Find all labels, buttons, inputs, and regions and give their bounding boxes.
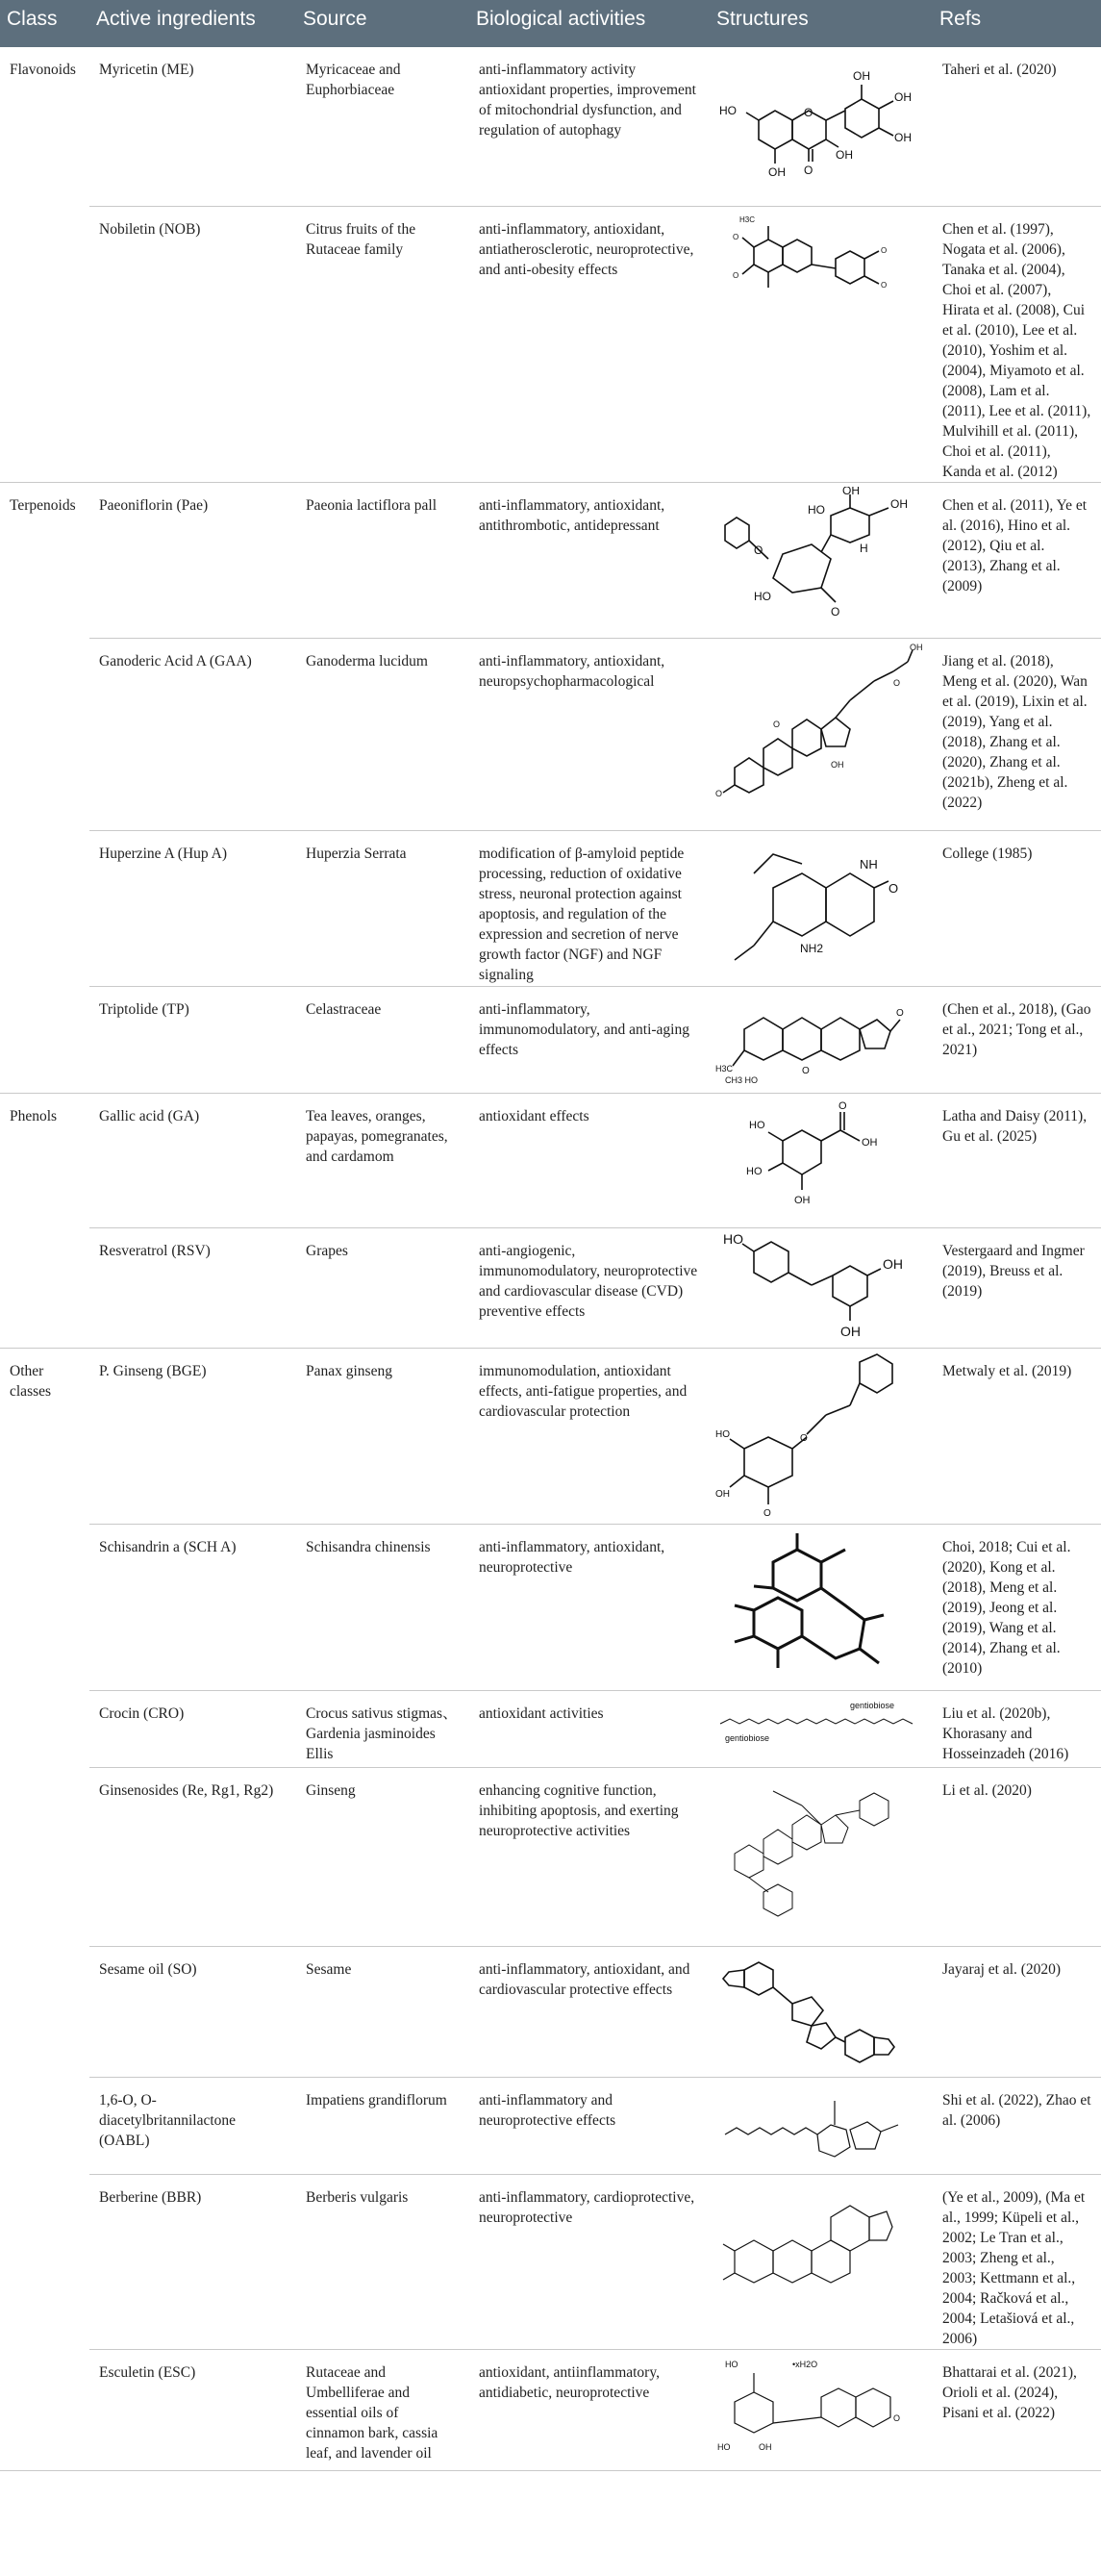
source-cell: Berberis vulgaris	[296, 2174, 469, 2349]
svg-text:O: O	[838, 1099, 847, 1112]
svg-text:HO: HO	[725, 2359, 738, 2369]
activities-cell: immunomodulation, antioxidant effects, anti-fatigue properties, and cardiovascular protection	[469, 1348, 710, 1524]
header-structures: Structures	[710, 0, 933, 47]
structure-cell	[710, 1348, 933, 1524]
svg-text:O: O	[831, 604, 840, 619]
structure-cell	[710, 1946, 933, 2077]
triptolide-structure-image	[715, 991, 925, 1087]
table-row	[0, 638, 1101, 830]
header-biological-activities: Biological activities	[469, 0, 710, 47]
header-class: Class	[0, 0, 89, 47]
refs-cell: Choi, 2018; Cui et al. (2020), Kong et al. (2018), Meng et al. (2019), Jeong et al. (2019), Wang et al. (2014), Zhang et al. (2010)	[933, 1524, 1101, 1690]
table-row	[0, 1946, 1101, 2077]
ingredient-cell: Berberine (BBR)	[89, 2174, 296, 2349]
svg-text:OH: OH	[883, 1255, 903, 1272]
activities-cell: anti-inflammatory, antioxidant, antithrombotic, antidepressant	[469, 482, 710, 638]
table-row	[0, 1227, 1101, 1348]
svg-text:gentiobiose: gentiobiose	[725, 1732, 770, 1743]
structure-cell	[710, 47, 933, 206]
schisandrin-structure-image	[715, 1528, 925, 1684]
activities-cell: anti-inflammatory, antioxidant, and cardiovascular protective effects	[469, 1946, 710, 2077]
header-active-ingredients: Active ingredients	[89, 0, 296, 47]
svg-text:HO: HO	[717, 2441, 731, 2452]
refs-cell: Chen et al. (1997), Nogata et al. (2006), Tanaka et al. (2004), Choi et al. (2007), Hirata et al. (2008), Cui et al. (2010), Lee et al. (2010), Yoshim et al. (2004), Miyamoto et al. (2008), Lam et al. (2011), Lee et al. (2011), Mulvihill et al. (2011), Choi et al. (2011), Kanda et al. (2012)	[933, 206, 1101, 482]
ginsenosides-structure-image	[715, 1772, 925, 1940]
table-row	[0, 47, 1101, 206]
table-row	[0, 482, 1101, 638]
svg-text:O: O	[763, 1507, 771, 1518]
ingredient-cell: Ginsenosides (Re, Rg1, Rg2)	[89, 1767, 296, 1946]
refs-cell: Chen et al. (2011), Ye et al. (2016), Hino et al. (2012), Qiu et al. (2013), Zhang et al. (2009)	[933, 482, 1101, 638]
svg-text:NH: NH	[860, 856, 878, 871]
structure-cell	[710, 1690, 933, 1767]
oabl-structure-image	[715, 2082, 925, 2170]
ingredient-cell: Nobiletin (NOB)	[89, 206, 296, 482]
header-row	[0, 0, 1101, 47]
activities-cell: anti-inflammatory, immunomodulatory, and anti-aging effects	[469, 986, 710, 1093]
activities-cell: anti-angiogenic, immunomodulatory, neuroprotective and cardiovascular disease (CVD) preventive effects	[469, 1227, 710, 1348]
svg-text:NH2: NH2	[800, 941, 824, 955]
source-cell: Schisandra chinensis	[296, 1524, 469, 1690]
activities-cell: antioxidant, antiinflammatory, antidiabetic, neuroprotective	[469, 2349, 710, 2470]
structure-cell	[710, 2349, 933, 2470]
ingredient-cell: Schisandrin a (SCH A)	[89, 1524, 296, 1690]
table-row	[0, 1524, 1101, 1690]
svg-text:OH: OH	[831, 759, 844, 770]
ingredient-cell: Gallic acid (GA)	[89, 1093, 296, 1227]
berberine-structure-image	[715, 2179, 925, 2309]
ganoderic-acid-structure-image	[715, 643, 925, 821]
refs-cell: Taheri et al. (2020)	[933, 47, 1101, 206]
svg-text:O: O	[893, 677, 901, 688]
class-cell: Terpenoids	[0, 482, 89, 1093]
svg-text:OH: OH	[768, 165, 786, 179]
svg-text:OH: OH	[862, 1136, 878, 1149]
svg-text:OH: OH	[894, 90, 912, 104]
refs-cell: Liu et al. (2020b), Khorasany and Hosseinzadeh (2016)	[933, 1690, 1101, 1767]
refs-cell: Metwaly et al. (2019)	[933, 1348, 1101, 1524]
svg-text:HO: HO	[749, 1119, 765, 1131]
activities-cell: anti-inflammatory, cardioprotective, neuroprotective	[469, 2174, 710, 2349]
svg-text:O: O	[802, 1065, 810, 1076]
svg-text:HO: HO	[746, 1165, 763, 1177]
refs-cell: Bhattarai et al. (2021), Orioli et al. (2024), Pisani et al. (2022)	[933, 2349, 1101, 2470]
refs-cell: Li et al. (2020)	[933, 1767, 1101, 1946]
source-cell: Celastraceae	[296, 986, 469, 1093]
table-row	[0, 2349, 1101, 2470]
svg-text:O: O	[804, 106, 813, 119]
svg-text:O: O	[896, 1007, 904, 1019]
table-row	[0, 206, 1101, 482]
source-cell: Sesame	[296, 1946, 469, 2077]
table-row	[0, 2174, 1101, 2349]
svg-text:HO: HO	[715, 1428, 730, 1440]
svg-text:O: O	[881, 245, 888, 255]
resveratrol-structure-image	[715, 1232, 925, 1343]
ingredient-cell: Paeoniflorin (Pae)	[89, 482, 296, 638]
source-cell: Myricaceae and Euphorbiaceae	[296, 47, 469, 206]
activities-cell: antioxidant activities	[469, 1690, 710, 1767]
svg-text:CH3 HO: CH3 HO	[725, 1074, 759, 1085]
svg-text:O: O	[800, 1432, 808, 1444]
svg-text:OH: OH	[794, 1194, 811, 1206]
class-cell: Flavonoids	[0, 47, 89, 482]
svg-text:O: O	[733, 270, 739, 280]
source-cell: Rutaceae and Umbelliferae and essential oils of cinnamon bark, cassia leaf, and lavender oil	[296, 2349, 469, 2470]
svg-text:OH: OH	[842, 486, 860, 497]
svg-text:H3C: H3C	[739, 215, 756, 224]
svg-text:OH: OH	[836, 148, 853, 162]
ingredient-cell: Esculetin (ESC)	[89, 2349, 296, 2470]
crocin-structure-image	[715, 1695, 925, 1753]
svg-text:O: O	[733, 232, 739, 241]
source-cell: Ganoderma lucidum	[296, 638, 469, 830]
esculetin-structure-image	[715, 2354, 925, 2465]
refs-cell: (Chen et al., 2018), (Gao et al., 2021; Tong et al., 2021)	[933, 986, 1101, 1093]
activities-cell: antioxidant effects	[469, 1093, 710, 1227]
huperzine-structure-image	[715, 835, 925, 979]
structure-cell	[710, 638, 933, 830]
svg-text:O: O	[754, 543, 763, 557]
sesame-structure-image	[715, 1951, 925, 2071]
ingredient-cell: Resveratrol (RSV)	[89, 1227, 296, 1348]
svg-text:OH: OH	[910, 642, 923, 652]
structure-cell	[710, 1093, 933, 1227]
refs-cell: (Ye et al., 2009), (Ma et al., 1999; Küpeli et al., 2002; Le Tran et al., 2003; Zheng et al., 2003; Kettmann et al., 2004; Račková et al., 2004; Letašiová et al., 2006)	[933, 2174, 1101, 2349]
svg-text:HO: HO	[723, 1231, 743, 1247]
paeoniflorin-structure-image	[715, 487, 925, 631]
source-cell: Impatiens grandiflorum	[296, 2077, 469, 2174]
refs-cell: Shi et al. (2022), Zhao et al. (2006)	[933, 2077, 1101, 2174]
table-row	[0, 830, 1101, 986]
activities-cell: enhancing cognitive function, inhibiting apoptosis, and exerting neuroprotective activities	[469, 1767, 710, 1946]
table-row	[0, 1348, 1101, 1524]
refs-cell: Jayaraj et al. (2020)	[933, 1946, 1101, 2077]
svg-text:HO: HO	[754, 589, 771, 603]
svg-text:HO: HO	[808, 502, 825, 517]
myricetin-structure-image	[715, 51, 925, 200]
source-cell: Ginseng	[296, 1767, 469, 1946]
svg-text:H3C: H3C	[715, 1063, 734, 1073]
table-row	[0, 986, 1101, 1093]
ingredient-cell: Sesame oil (SO)	[89, 1946, 296, 2077]
structure-cell	[710, 482, 933, 638]
table-row	[0, 1690, 1101, 1767]
source-cell: Citrus fruits of the Rutaceae family	[296, 206, 469, 482]
structure-cell	[710, 1524, 933, 1690]
nobiletin-structure-image	[715, 211, 925, 316]
table-row	[0, 1093, 1101, 1227]
class-cell: Other classes	[0, 1348, 89, 2470]
structure-cell	[710, 830, 933, 986]
ingredient-cell: 1,6-O, O-diacetylbritannilactone (OABL)	[89, 2077, 296, 2174]
svg-text:OH: OH	[894, 131, 912, 144]
refs-cell: Latha and Daisy (2011), Gu et al. (2025)	[933, 1093, 1101, 1227]
svg-text:O: O	[881, 280, 888, 290]
activities-cell: anti-inflammatory, antioxidant, antiatherosclerotic, neuroprotective, and anti-obesity effects	[469, 206, 710, 482]
svg-text:O: O	[893, 2412, 901, 2423]
svg-text:gentiobiose: gentiobiose	[850, 1700, 895, 1710]
class-cell: Phenols	[0, 1093, 89, 1348]
header-refs: Refs	[933, 0, 1101, 47]
svg-text:•xH2O: •xH2O	[792, 2359, 818, 2369]
ingredient-cell: Triptolide (TP)	[89, 986, 296, 1093]
svg-text:O: O	[715, 788, 723, 798]
svg-text:O: O	[888, 880, 899, 896]
svg-text:OH: OH	[890, 496, 908, 511]
activities-cell: anti-inflammatory and neuroprotective effects	[469, 2077, 710, 2174]
table-row	[0, 1767, 1101, 1946]
structure-cell	[710, 1227, 933, 1348]
svg-text:H: H	[860, 541, 868, 555]
source-cell: Grapes	[296, 1227, 469, 1348]
activities-cell: modification of β-amyloid peptide processing, reduction of oxidative stress, neuronal protection against apoptosis, and regulation of the expression and secretion of nerve growth factor (NGF) and NGF signaling	[469, 830, 710, 986]
svg-text:OH: OH	[840, 1323, 861, 1339]
ginseng-structure-image	[715, 1352, 925, 1518]
refs-cell: Jiang et al. (2018), Meng et al. (2020), Wan et al. (2019), Lixin et al. (2019), Yang et al. (2018), Zhang et al. (2020), Zhang et al. (2021b), Zheng et al. (2022)	[933, 638, 1101, 830]
svg-text:OH: OH	[853, 69, 870, 83]
activities-cell: anti-inflammatory activity antioxidant properties, improvement of mitochondrial dysfunction, and regulation of autophagy	[469, 47, 710, 206]
structure-cell	[710, 1767, 933, 1946]
activities-cell: anti-inflammatory, antioxidant, neuroprotective	[469, 1524, 710, 1690]
svg-text:HO: HO	[719, 104, 737, 117]
structure-cell	[710, 206, 933, 482]
header-source: Source	[296, 0, 469, 47]
refs-cell: Vestergaard and Ingmer (2019), Breuss et al. (2019)	[933, 1227, 1101, 1348]
svg-text:O: O	[773, 719, 781, 729]
source-cell: Paeonia lactiflora pall	[296, 482, 469, 638]
gallic-acid-structure-image	[715, 1098, 925, 1223]
refs-cell: College (1985)	[933, 830, 1101, 986]
source-cell: Crocus sativus stigmas、Gardenia jasminoides Ellis	[296, 1690, 469, 1767]
ingredient-cell: Crocin (CRO)	[89, 1690, 296, 1767]
svg-text:O: O	[804, 164, 813, 177]
ingredient-cell: Huperzine A (Hup A)	[89, 830, 296, 986]
svg-text:OH: OH	[759, 2441, 772, 2452]
structure-cell	[710, 2077, 933, 2174]
source-cell: Tea leaves, oranges, papayas, pomegranates, and cardamom	[296, 1093, 469, 1227]
source-cell: Panax ginseng	[296, 1348, 469, 1524]
ingredient-cell: Ganoderic Acid A (GAA)	[89, 638, 296, 830]
structure-cell	[710, 986, 933, 1093]
structure-cell	[710, 2174, 933, 2349]
ingredient-cell: Myricetin (ME)	[89, 47, 296, 206]
table-row	[0, 2077, 1101, 2174]
svg-text:OH: OH	[715, 1488, 730, 1500]
source-cell: Huperzia Serrata	[296, 830, 469, 986]
ingredient-cell: P. Ginseng (BGE)	[89, 1348, 296, 1524]
activities-cell: anti-inflammatory, antioxidant, neuropsychopharmacological	[469, 638, 710, 830]
